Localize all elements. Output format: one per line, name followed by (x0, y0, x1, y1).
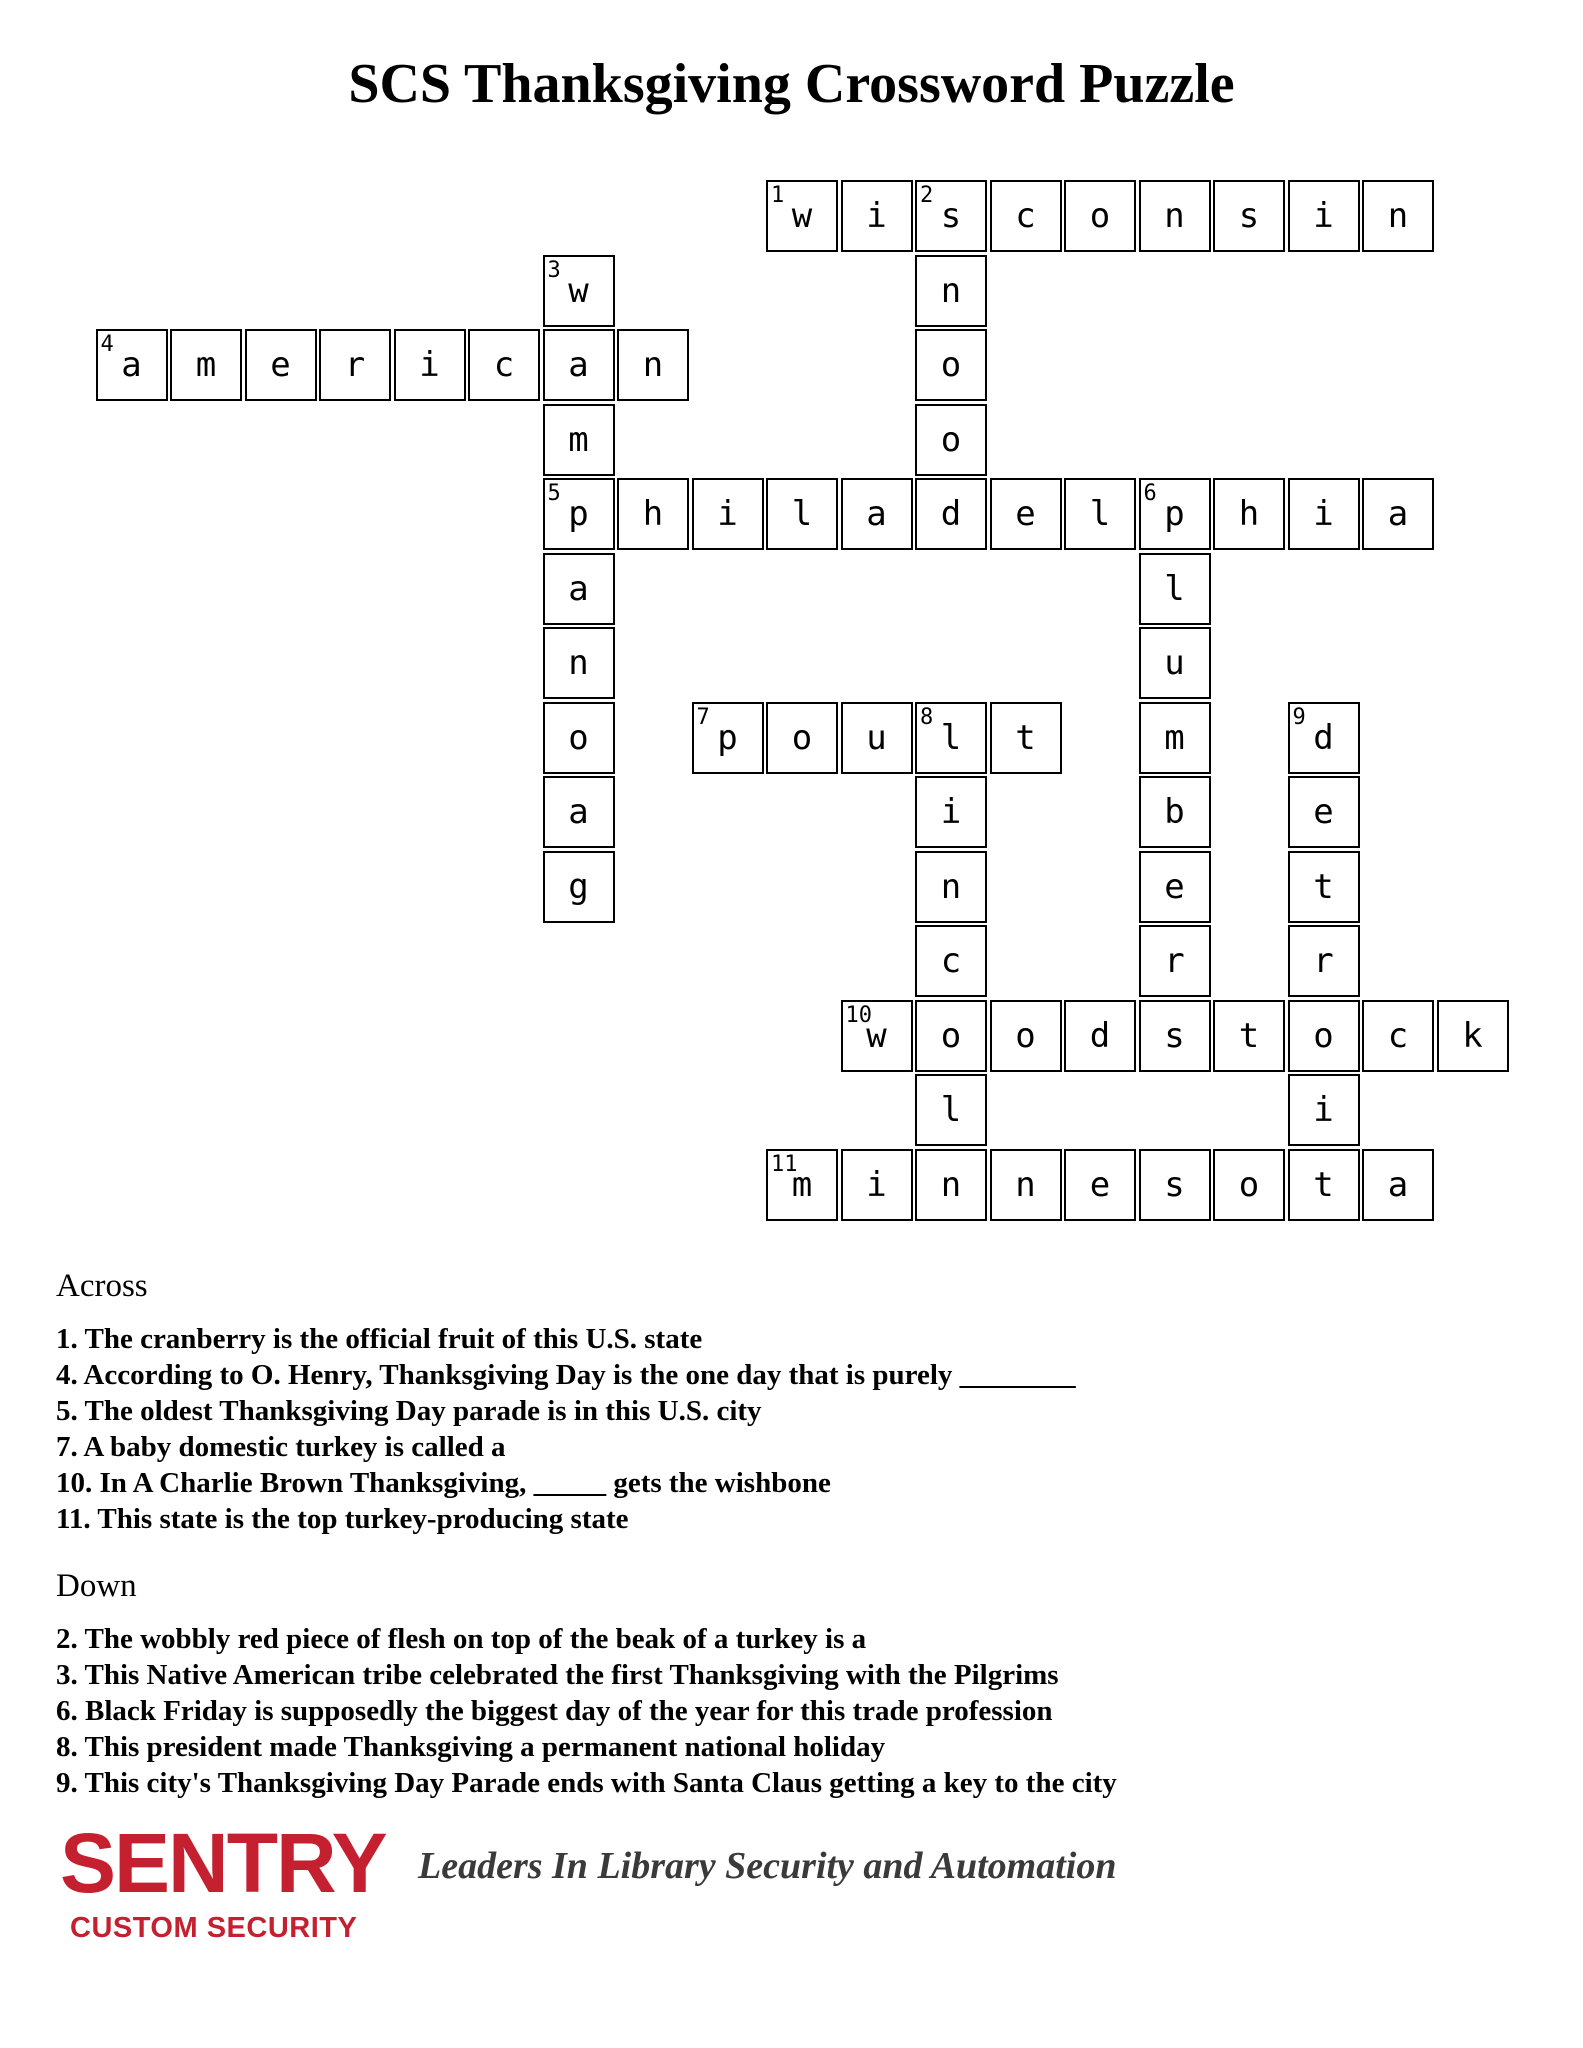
across-clue: 1. The cranberry is the official fruit of this U.S. state (56, 1323, 703, 1355)
clue-number: 1 (771, 183, 785, 208)
cell-letter: p (568, 494, 589, 534)
cell-letter: o (940, 419, 962, 460)
cell-letter: i (866, 196, 887, 236)
cell-letter: e (1089, 1164, 1111, 1205)
grid-cell (245, 329, 317, 401)
grid-cell (990, 702, 1062, 774)
grid-cell (1288, 180, 1360, 252)
sentry-logo-subtitle: CUSTOM SECURITY (70, 1912, 358, 1944)
grid-cell (543, 255, 615, 327)
cell-letter: l (791, 494, 813, 534)
grid-cell (915, 478, 987, 550)
down-clue: 9. This city's Thanksgiving Day Parade ends with Santa Claus getting a key to the city (56, 1767, 1117, 1799)
cell-letter: d (940, 494, 962, 534)
grid-cell (1437, 1000, 1509, 1072)
grid-cell (1362, 180, 1434, 252)
grid-cell (543, 776, 615, 848)
cell-letter: n (568, 643, 589, 683)
cell-letter: i (419, 345, 440, 385)
cell-letter: n (1387, 196, 1409, 236)
cell-letter: n (940, 866, 962, 907)
grid-cell (543, 851, 615, 923)
across-clue: 4. According to O. Henry, Thanksgiving Day is the one day that is purely ________ (56, 1359, 1076, 1391)
cell-letter: l (1164, 568, 1185, 609)
down-clue: 3. This Native American tribe celebrated the first Thanksgiving with the Pilgrims (56, 1659, 1059, 1691)
cell-letter: o (1313, 1015, 1334, 1056)
grid-cell (543, 627, 615, 699)
grid-cell (990, 1000, 1062, 1072)
cell-letter: h (642, 494, 664, 534)
cell-letter: g (568, 866, 589, 907)
grid-cell (692, 702, 764, 774)
cell-letter: b (1164, 792, 1185, 832)
across-clue: 5. The oldest Thanksgiving Day parade is in this U.S. city (56, 1395, 762, 1427)
cell-letter: r (1164, 941, 1185, 981)
grid-cell (1139, 702, 1211, 774)
cell-letter: t (1015, 717, 1036, 758)
cell-letter: m (791, 1164, 813, 1205)
cell-letter: t (1313, 1164, 1334, 1205)
grid-cell (1288, 851, 1360, 923)
grid-cell (1288, 1000, 1360, 1072)
grid-cell (543, 553, 615, 625)
cell-letter: c (493, 345, 515, 385)
grid-cell (1362, 1000, 1434, 1072)
grid-cell (915, 851, 987, 923)
cell-letter: o (1238, 1164, 1260, 1205)
grid-cell (766, 478, 838, 550)
grid-cell (841, 1149, 913, 1221)
grid-cell (1288, 1074, 1360, 1146)
grid-cell (1288, 1149, 1360, 1221)
grid-cell (1139, 627, 1211, 699)
grid-cell (1213, 180, 1285, 252)
down-clues (56, 1568, 1117, 1801)
cell-letter: n (1164, 196, 1185, 236)
cell-letter: c (1015, 196, 1036, 236)
grid-cell (394, 329, 466, 401)
cell-letter: w (866, 1015, 887, 1056)
cell-letter: i (940, 792, 962, 832)
cell-letter: p (1164, 494, 1185, 534)
down-clue: 6. Black Friday is supposedly the biggest day of the year for this trade profession (56, 1695, 1053, 1727)
footer (60, 1818, 1260, 1948)
down-clue: 2. The wobbly red piece of flesh on top of the beak of a turkey is a (56, 1623, 867, 1655)
grid-cell (1064, 180, 1136, 252)
across-clue: 10. In A Charlie Brown Thanksgiving, _____ gets the wishbone (56, 1467, 831, 1499)
grid-cell (915, 925, 987, 997)
grid-cell (1213, 478, 1285, 550)
down-heading: Down (56, 1568, 137, 1604)
cell-letter: s (1164, 1015, 1185, 1056)
grid-cell (841, 180, 913, 252)
cell-letter: o (1089, 196, 1111, 236)
grid-cell (915, 1149, 987, 1221)
grid-cell (766, 180, 838, 252)
cell-letter: s (1164, 1164, 1185, 1205)
cell-letter: i (1313, 494, 1334, 534)
cell-letter: o (568, 717, 589, 758)
cell-letter: t (1313, 866, 1334, 907)
tagline: Leaders In Library Security and Automation (418, 1845, 1117, 1887)
cell-letter: e (270, 345, 291, 385)
grid-cell (915, 1074, 987, 1146)
grid-cell (617, 329, 689, 401)
sentry-logo: SENTRY (60, 1816, 386, 1910)
cell-letter: e (1313, 792, 1334, 832)
cell-letter: l (1089, 494, 1111, 534)
grid-cell (1288, 478, 1360, 550)
across-clue: 7. A baby domestic turkey is called a (56, 1431, 506, 1463)
grid-cell (543, 329, 615, 401)
cell-letter: e (1015, 494, 1036, 534)
cell-letter: m (1164, 717, 1185, 758)
cell-letter: c (1387, 1015, 1409, 1056)
cell-letter: u (866, 717, 887, 758)
clue-number: 3 (547, 257, 561, 283)
page-title: SCS Thanksgiving Crossword Puzzle (348, 53, 1235, 115)
grid-cell (841, 702, 913, 774)
cell-letter: i (717, 494, 738, 534)
cell-letter: a (121, 345, 142, 385)
grid-cell (1139, 1000, 1211, 1072)
clue-number: 10 (845, 1002, 872, 1028)
cell-letter: w (791, 196, 813, 236)
grid-cell (766, 1149, 838, 1221)
grid-cell (841, 478, 913, 550)
cell-letter: l (940, 1090, 962, 1130)
cell-letter: o (791, 717, 813, 758)
grid-cell (915, 404, 987, 476)
cell-letter: k (1462, 1015, 1483, 1056)
grid-cell (915, 329, 987, 401)
grid-cell (990, 478, 1062, 550)
grid-cell (543, 478, 615, 550)
cell-letter: a (866, 494, 887, 534)
cell-letter: o (940, 345, 962, 385)
clue-number: 7 (696, 704, 710, 730)
cell-letter: a (568, 568, 589, 609)
grid-cell (692, 478, 764, 550)
cell-letter: n (940, 270, 962, 311)
clue-number: 9 (1292, 704, 1306, 730)
cell-letter: m (195, 345, 217, 385)
across-clues (56, 1268, 1076, 1537)
cell-letter: a (1387, 1164, 1409, 1205)
grid-cell (468, 329, 540, 401)
grid-cell (96, 329, 168, 401)
grid-cell (990, 180, 1062, 252)
across-clue: 11. This state is the top turkey-producing state (56, 1503, 629, 1535)
grid-cell (990, 1149, 1062, 1221)
grid-cell (1139, 478, 1211, 550)
clue-number: 8 (920, 704, 934, 730)
down-clue: 8. This president made Thanksgiving a permanent national holiday (56, 1731, 886, 1763)
cell-letter: l (940, 717, 962, 758)
clue-number: 4 (100, 332, 114, 357)
cell-letter: n (642, 345, 664, 385)
cell-letter: o (940, 1015, 962, 1056)
grid-cell (1362, 1149, 1434, 1221)
cell-letter: a (568, 792, 589, 832)
grid-cell (915, 776, 987, 848)
clue-number: 11 (771, 1151, 798, 1177)
grid-cell (1288, 776, 1360, 848)
cell-letter: s (1238, 196, 1260, 236)
grid-cell (915, 255, 987, 327)
grid-cell (1064, 1000, 1136, 1072)
cell-letter: m (568, 419, 589, 460)
clue-number: 6 (1143, 481, 1157, 506)
cell-letter: d (1313, 717, 1334, 758)
cell-letter: p (717, 717, 738, 758)
across-heading: Across (56, 1268, 148, 1304)
cell-letter: r (1313, 941, 1334, 981)
cell-letter: o (1015, 1015, 1036, 1056)
grid-cell (319, 329, 391, 401)
cell-letter: i (1313, 196, 1334, 236)
grid-cell (1288, 702, 1360, 774)
grid-cell (543, 702, 615, 774)
grid-cell (1139, 553, 1211, 625)
grid-cell (1213, 1149, 1285, 1221)
cell-letter: h (1238, 494, 1260, 534)
cell-letter: n (940, 1164, 962, 1205)
cell-letter: i (866, 1164, 887, 1205)
grid-cell (170, 329, 242, 401)
grid-cell (1139, 925, 1211, 997)
grid-cell (1139, 180, 1211, 252)
grid-cell (1064, 478, 1136, 550)
grid-cell (915, 1000, 987, 1072)
grid-cell (1288, 925, 1360, 997)
clue-number: 2 (920, 183, 934, 208)
grid-cell (1139, 1149, 1211, 1221)
grid-cell (543, 404, 615, 476)
grid-cell (766, 702, 838, 774)
grid-cell (1213, 1000, 1285, 1072)
cell-letter: r (344, 345, 366, 385)
cell-letter: s (940, 196, 962, 236)
cell-letter: a (568, 345, 589, 385)
cell-letter: n (1015, 1164, 1036, 1205)
cell-letter: w (568, 270, 589, 311)
grid-cell (915, 180, 987, 252)
grid-cell (841, 1000, 913, 1072)
cell-letter: u (1164, 643, 1185, 683)
grid-cell (1139, 776, 1211, 848)
cell-letter: d (1089, 1015, 1111, 1056)
grid-cell (1064, 1149, 1136, 1221)
cell-letter: e (1164, 866, 1185, 907)
cell-letter: a (1387, 494, 1409, 534)
grid-cell (915, 702, 987, 774)
grid-cell (1362, 478, 1434, 550)
clue-number: 5 (547, 481, 561, 506)
cell-letter: i (1313, 1090, 1334, 1130)
cell-letter: t (1238, 1015, 1260, 1056)
cell-letter: c (940, 941, 962, 981)
grid-cell (1139, 851, 1211, 923)
grid-cell (617, 478, 689, 550)
